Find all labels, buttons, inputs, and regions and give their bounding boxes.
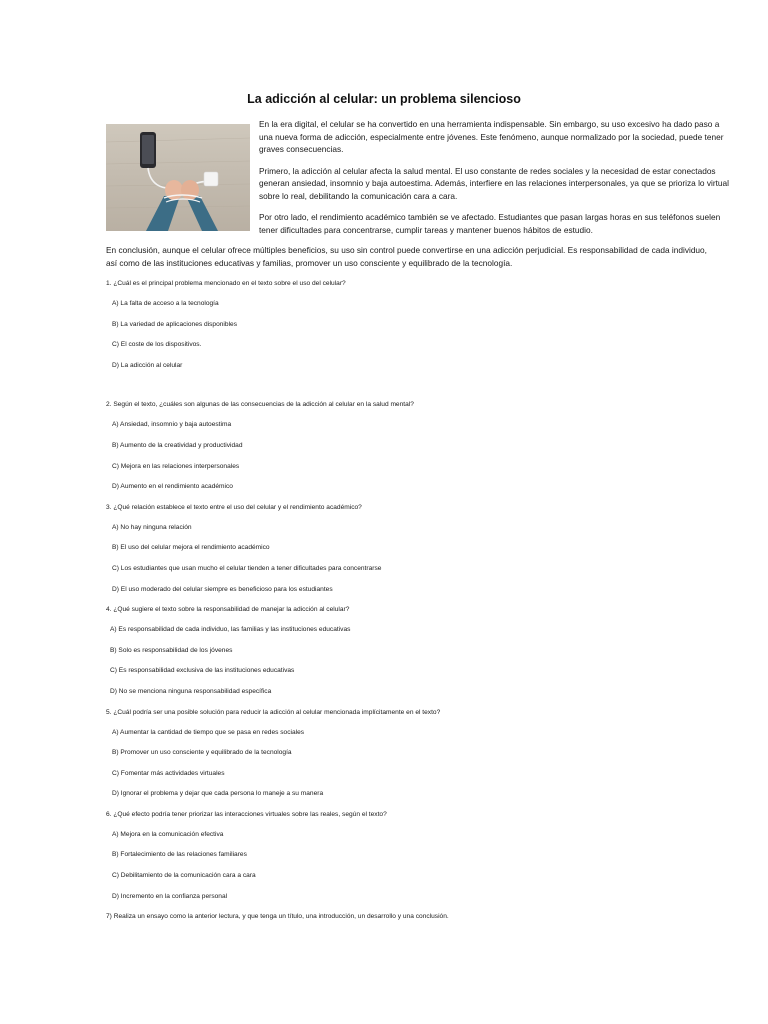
answer-option: A) Aumentar la cantidad de tiempo que se pasa en redes sociales [112,728,305,736]
answer-option: A) Es responsabilidad de cada individuo, las familias y las instituciones educativas [110,626,351,634]
phone-hands-illustration [106,124,250,231]
essay-task: 7) Realiza un ensayo como la anterior lectura, y que tenga un título, una introducción, un desarrollo y una conclusión. [106,913,449,921]
question-text: 6. ¿Qué efecto podría tener priorizar las interacciones virtuales sobre las reales, según el texto? [106,810,387,818]
question-2 [106,400,726,492]
answer-option: D) Aumento en el rendimiento académico [112,483,233,491]
intro-text [259,118,729,245]
question-5 [106,708,726,800]
answer-option: B) Aumento de la creatividad y productividad [112,441,243,449]
answer-option: D) Incremento en la confianza personal [112,892,228,900]
answer-option: C) El coste de los dispositivos. [112,341,202,349]
answer-option: B) El uso del celular mejora el rendimiento académico [112,544,270,552]
document-title: La adicción al celular: un problema silencioso [247,92,521,106]
question-text: 1. ¿Cuál es el principal problema mencionado en el texto sobre el uso del celular? [106,280,346,287]
paragraph: En la era digital, el celular se ha convertido en una herramienta indispensable. Sin embargo, su uso excesivo ha dado paso a una nueva forma de adicción, especialmente entre jóvenes. Este fenómeno, aunque normalizado por la sociedad, puede tener graves consecuencias. [259,119,724,154]
question-text: 5. ¿Cuál podría ser una posible solución para reducir la adicción al celular mencionada implícitamente en el texto? [106,708,441,716]
answer-option: D) El uso moderado del celular siempre es beneficioso para los estudiantes [112,585,333,593]
answer-option: C) Mejora en las relaciones interpersonales [112,462,240,470]
answer-option: D) Ignorar el problema y dejar que cada persona lo maneje a su manera [112,790,324,798]
question-6 [106,810,726,902]
question-text: 3. ¿Qué relación establece el texto entre el uso del celular y el rendimiento académico? [106,503,362,511]
phone-hands-photo [106,124,250,231]
answer-option: C) Debilitamiento de la comunicación cara a cara [112,872,256,880]
paragraph: Por otro lado, el rendimiento académico también se ve afectado. Estudiantes que pasan largas horas en sus teléfonos suelen tener dificultades para concentrarse, cumplir tareas y mantener buenos hábitos de estudio. [259,212,721,235]
question-4 [106,605,726,697]
answer-option: C) Fomentar más actividades virtuales [112,769,225,777]
quiz-section [106,279,726,929]
answer-option: B) Solo es responsabilidad de los jóvenes [110,646,233,654]
answer-option: B) Fortalecimiento de las relaciones familiares [112,851,247,859]
question-3 [106,503,726,595]
question-text: 4. ¿Qué sugiere el texto sobre la responsabilidad de manejar la adicción al celular? [106,606,350,614]
answer-option: C) Es responsabilidad exclusiva de las instituciones educativas [110,667,295,675]
paragraph: En conclusión, aunque el celular ofrece múltiples beneficios, su uso sin control puede convertirse en una adicción perjudicial. Es responsabilidad de cada individuo, así como de las instituciones educativas y familias, promover un uso consciente y equilibrado de la tecnología. [106,245,707,268]
question-text: 2. Según el texto, ¿cuáles son algunas de las consecuencias de la adicción al celular en la salud mental? [106,401,414,409]
question-1 [106,279,726,371]
answer-option: A) La falta de acceso a la tecnología [112,300,219,307]
answer-option: B) Promover un uso consciente y equilibrado de la tecnología [112,749,292,757]
answer-option: A) Mejora en la comunicación efectiva [112,830,224,838]
answer-option: A) No hay ninguna relación [112,523,192,531]
answer-option: B) La variedad de aplicaciones disponibles [112,320,237,328]
answer-option: A) Ansiedad, insomnio y baja autoestima [112,421,232,429]
answer-option: D) La adicción al celular [112,361,183,369]
answer-option: C) Los estudiantes que usan mucho el celular tienden a tener dificultades para concentrarse [112,564,382,572]
answer-option: D) No se menciona ninguna responsabilidad específica [110,687,272,695]
paragraph: Primero, la adicción al celular afecta la salud mental. El uso constante de redes sociales y la necesidad de estar conectados generan ansiedad, insomnio y baja autoestima. Además, interfiere en las relaciones interpersonales, ya que se prioriza lo virtual sobre lo real, debilitando la comunicación cara a cara. [259,165,729,201]
conclusion-text [106,244,714,269]
